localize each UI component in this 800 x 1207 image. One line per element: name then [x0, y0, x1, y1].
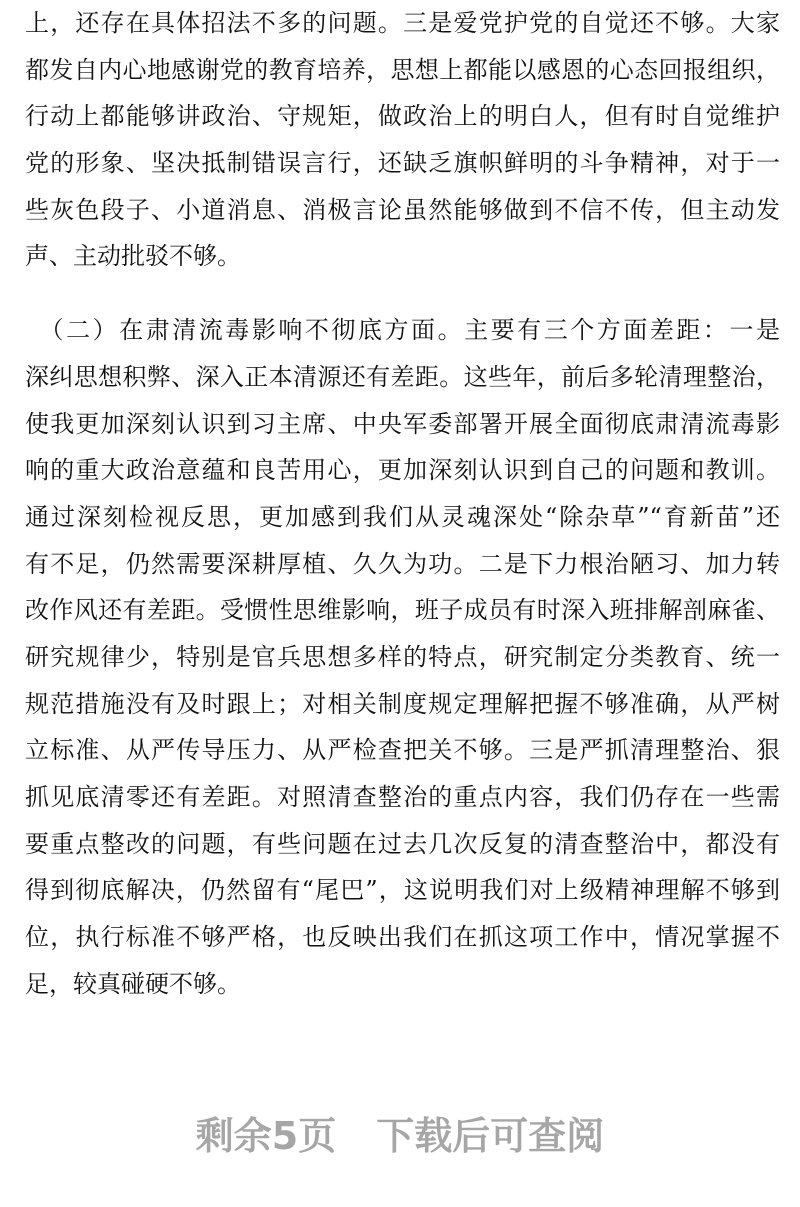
text-line: 位，执行标准不够严格，也反映出我们在抓这项工作中，情况掌握不: [25, 923, 780, 952]
text-line: 声、主动批驳不够。: [25, 242, 241, 271]
text-line: 通过深刻检视反思，更加感到我们从灵魂深处“除杂草”“育新苗”还: [25, 502, 780, 531]
text-line: 深纠思想积弊、深入正本清源还有差距。这些年，前后多轮清理整治，: [25, 362, 780, 391]
text-line: 研究规律少，特别是官兵思想多样的特点，研究制定分类教育、统一: [25, 642, 780, 671]
remaining-pages-label: 剩余5页: [195, 1114, 337, 1158]
text-line: 使我更加深刻认识到习主席、中央军委部署开展全面彻底肃清流毒影: [25, 409, 780, 438]
document-body: [25, 0, 780, 1007]
text-line: 立标准、从严传导压力、从严检查把关不够。三是严抓清理整治、狠: [25, 736, 780, 765]
text-line: 要重点整改的问题，有些问题在过去几次反复的清查整治中，都没有: [25, 829, 780, 858]
paragraph-1: [25, 0, 780, 280]
paragraph-2: [25, 307, 780, 1007]
paragraph-gap: [25, 280, 780, 307]
text-line: 改作风还有差距。受惯性思维影响，班子成员有时深入班排解剖麻雀、: [25, 596, 780, 625]
download-prompt[interactable]: [0, 1105, 800, 1160]
text-line: 得到彻底解决，仍然留有“尾巴”，这说明我们对上级精神理解不够到: [25, 876, 780, 905]
text-line: 有不足，仍然需要深耕厚植、久久为功。二是下力根治陋习、加力转: [25, 549, 780, 578]
text-line: 行动上都能够讲政治、守规矩，做政治上的明白人，但有时自觉维护: [25, 102, 780, 131]
text-line: 足，较真碰硬不够。: [25, 969, 241, 998]
text-line: （二）在肃清流毒影响不彻底方面。主要有三个方面差距：一是: [25, 316, 780, 345]
text-line: 些灰色段子、小道消息、消极言论虽然能够做到不信不传，但主动发: [25, 195, 780, 224]
download-to-view-label: 下载后可查阅: [376, 1114, 605, 1158]
text-line: 响的重大政治意蕴和良苦用心，更加深刻认识到自己的问题和教训。: [25, 456, 780, 485]
text-line: 规范措施没有及时跟上；对相关制度规定理解把握不够准确，从严树: [25, 689, 780, 718]
text-line: 都发自内心地感谢党的教育培养，思想上都能以感恩的心态回报组织，: [25, 55, 780, 84]
text-line: 抓见底清零还有差距。对照清查整治的重点内容，我们仍存在一些需: [25, 783, 780, 811]
text-line: 上，还存在具体招法不多的问题。三是爱党护党的自觉还不够。大家: [25, 9, 780, 37]
text-line: 党的形象、坚决抵制错误言行，还缺乏旗帜鲜明的斗争精神，对于一: [25, 149, 780, 178]
